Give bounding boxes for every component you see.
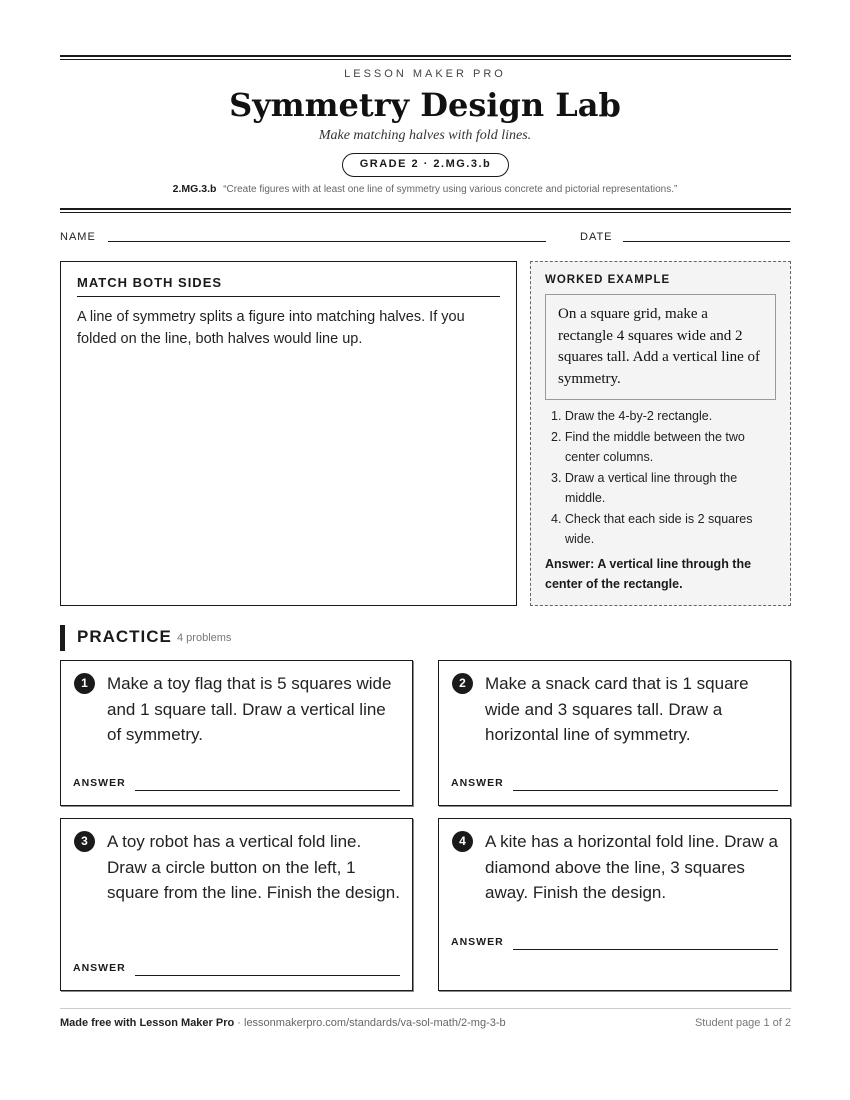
worked-step: 4. Check that each side is 2 squares wide. (551, 511, 753, 546)
practice-title: PRACTICE (77, 627, 172, 646)
problem-card-3 (60, 818, 413, 991)
answer-row (451, 777, 778, 791)
standard-line (0, 183, 850, 195)
problem-text: A toy robot has a vertical fold line. Draw a circle button on the left, 1 square from the line. Finish the design. (107, 832, 400, 902)
problem-text: Make a snack card that is 1 square wide and 3 squares tall. Draw a horizontal line of symmetry. (485, 674, 749, 744)
answer-label: ANSWER (451, 936, 504, 948)
answer-row (451, 936, 778, 950)
page-subtitle: Make matching halves with fold lines. (318, 128, 532, 143)
footer-rule (60, 1008, 791, 1009)
name-field-line[interactable] (108, 241, 546, 242)
worked-example-box (530, 261, 791, 606)
footer-url[interactable]: · lessonmakerpro.com/standards/va-sol-math/2-mg-3-b (234, 1017, 506, 1029)
worked-step: 1. Draw the 4-by-2 rectangle. (551, 409, 713, 423)
name-label: NAME (60, 231, 96, 243)
page-title: Symmetry Design Lab (229, 86, 621, 124)
problem-number: 1 (74, 673, 95, 694)
intro-box (60, 261, 517, 606)
footer-page-number: Student page 1 of 2 (694, 1017, 791, 1029)
footer-made-with: Made free with Lesson Maker Pro (60, 1017, 235, 1029)
header-double-rule (60, 208, 791, 213)
answer-label: ANSWER (73, 962, 126, 974)
standard-code: 2.MG.3.b (172, 183, 217, 195)
date-label: DATE (580, 231, 613, 243)
worked-example-steps (545, 406, 776, 550)
worked-step: 3. Draw a vertical line through the middle. (551, 470, 738, 505)
problem-card-1 (60, 660, 413, 806)
worked-example-answer: Answer: A vertical line through the center of the rectangle. (545, 556, 752, 591)
worked-example-heading: WORKED EXAMPLE (545, 274, 671, 286)
answer-line[interactable] (513, 790, 778, 791)
answer-row (73, 962, 400, 976)
worked-step: 2. Find the middle between the two center columns. (551, 429, 745, 464)
standard-text: “Create figures with at least one line of symmetry using various concrete and pictorial representations.” (223, 184, 678, 195)
intro-heading: MATCH BOTH SIDES (77, 275, 500, 297)
answer-row (73, 777, 400, 791)
problem-card-2 (438, 660, 791, 806)
problem-text: A kite has a horizontal fold line. Draw a diamond above the line, 3 squares away. Finish the design. (485, 832, 778, 902)
worked-example-problem: On a square grid, make a rectangle 4 squares wide and 2 squares tall. Add a vertical line of symmetry. (545, 294, 776, 400)
top-double-rule (60, 55, 791, 60)
answer-label: ANSWER (73, 777, 126, 789)
answer-line[interactable] (513, 949, 778, 950)
date-field-line[interactable] (623, 241, 790, 242)
brand-name: LESSON MAKER PRO (344, 68, 506, 80)
practice-count: 4 problems (177, 632, 232, 644)
grade-badge: GRADE 2 · 2.MG.3.b (342, 153, 509, 177)
answer-line[interactable] (135, 790, 400, 791)
problem-number: 4 (452, 831, 473, 852)
footer-credit (60, 1017, 506, 1029)
answer-line[interactable] (135, 975, 400, 976)
practice-accent-bar (60, 625, 65, 651)
problem-text: Make a toy flag that is 5 squares wide and 1 square tall. Draw a vertical line of symmetry. (107, 674, 392, 744)
answer-label: ANSWER (451, 777, 504, 789)
problem-number: 2 (452, 673, 473, 694)
problem-card-4 (438, 818, 791, 991)
problem-number: 3 (74, 831, 95, 852)
intro-text: A line of symmetry splits a figure into matching halves. If you folded on the line, both halves would line up. (77, 309, 465, 347)
